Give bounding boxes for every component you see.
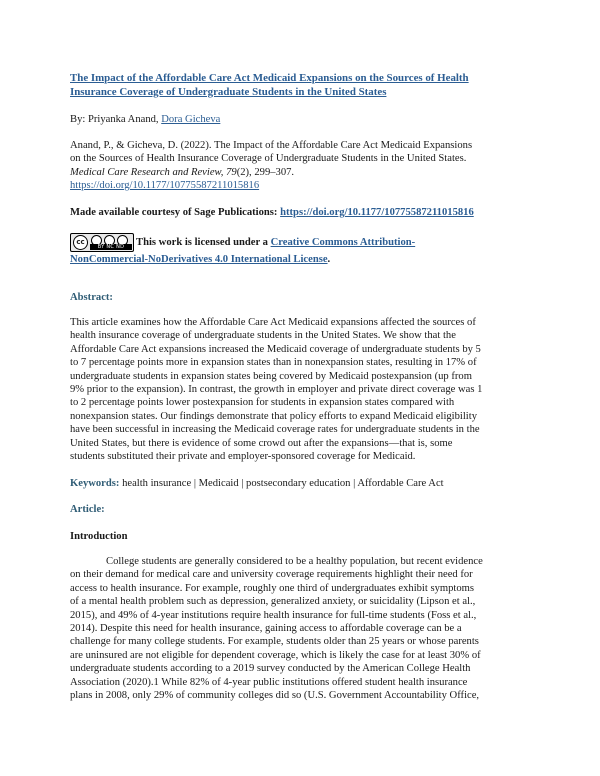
body-line — [70, 555, 530, 568]
body-line: plans in 2008, only 29% of community colleges did so (U.S. Government Accountability Office, — [70, 690, 480, 702]
abstract-line: to 2 percentage points lower postexpansion for students in expansion states compared with — [70, 397, 455, 409]
abstract-line: have been successful in increasing the Medicaid coverage rates for undergraduate students in the — [70, 424, 480, 436]
badge-strip: BY NC ND — [90, 244, 132, 250]
title-line-2[interactable]: Insurance Coverage of Undergraduate Students in the United States — [70, 86, 387, 98]
keywords — [70, 477, 530, 490]
abstract-line: 9% prior to the expansion). In contrast, the growth in employer and private direct coverage was 1 — [70, 384, 483, 396]
license-text: This work is licensed under a — [136, 236, 271, 248]
author-link[interactable]: Dora Gicheva — [161, 114, 221, 125]
body-line: access to health insurance. For example, roughly one third of undergraduates exhibit symptoms — [70, 582, 475, 594]
license-block — [70, 233, 530, 266]
citation-pages: (2), 299–307. — [236, 166, 295, 178]
byline-prefix: By: Priyanka Anand, — [70, 114, 162, 125]
body-line: of a mental health problem such as depression, generalized anxiety, or suicidality (Lipson et al., — [70, 596, 476, 608]
abstract-line: nonexpansion states. Our findings demonstrate that policy efforts to expand Medicaid eligibility — [70, 410, 477, 422]
abstract-line: undergraduate students in expansion states being covered by Medicaid postexpansion (up from — [70, 370, 472, 382]
citation-journal: Medical Care Research and Review, 79 — [70, 166, 237, 178]
body-line: challenge for many college students. For example, students older than 25 years or whose parents — [70, 636, 479, 648]
keywords-text: health insurance | Medicaid | postsecondary education | Affordable Care Act — [119, 478, 444, 489]
citation-line-2: on the Sources of Health Insurance Coverage of Undergraduate Students in the United States. — [70, 153, 467, 165]
courtesy-label: Made available courtesy of Sage Publications: — [70, 207, 281, 218]
body-line: Association (2020).1 While 82% of 4-year public institutions offered student health insurance — [70, 676, 468, 688]
abstract-line: This article examines how the Affordable Care Act Medicaid expansions affected the sources of — [70, 317, 476, 328]
body-line-text: College students are generally considered to be a healthy population, but recent evidence — [106, 556, 483, 567]
body-line: 2015), and 49% of 4-year institutions require health insurance for full-time students (Foss et al., — [70, 609, 477, 621]
title-line-1[interactable]: The Impact of the Affordable Care Act Medicaid Expansions on the Sources of Health — [70, 72, 469, 84]
abstract-line: to 7 percentage points more in expansion states than in nonexpansion states, resulting in 17% of — [70, 357, 477, 369]
citation — [70, 139, 530, 193]
cc-license-badge-icon[interactable] — [70, 233, 134, 252]
license-link-part-1[interactable]: Creative Commons Attribution- — [270, 236, 416, 248]
body-line: on their demand for medical care and university coverage requirements highlight their need for — [70, 569, 473, 581]
citation-doi-link[interactable]: https://doi.org/10.1177/10775587211015816 — [70, 180, 260, 192]
section-heading-introduction: Introduction — [70, 531, 128, 542]
abstract-line: United States, but there is evidence of some crowd out after the expansions—that is, some — [70, 437, 453, 449]
courtesy-statement — [70, 206, 530, 219]
citation-line-1: Anand, P., & Gicheva, D. (2022). The Impact of the Affordable Care Act Medicaid Expansions — [70, 140, 473, 151]
courtesy-doi-link[interactable]: https://doi.org/10.1177/10775587211015816 — [280, 207, 474, 218]
article-heading: Article: — [70, 504, 105, 515]
introduction-body — [70, 555, 530, 702]
abstract-body — [70, 316, 530, 463]
abstract-heading: Abstract: — [70, 292, 113, 303]
license-link-part-2[interactable]: NonCommercial-NoDerivatives 4.0 International License — [70, 254, 328, 265]
abstract-line: students substituted their private and employer-sponsored coverage for Medicaid. — [70, 451, 416, 463]
abstract-line: health insurance coverage of undergraduate students in the United States. We show that the — [70, 330, 456, 342]
keywords-label: Keywords: — [70, 478, 120, 489]
body-line: are uninsured are not eligible for dependent coverage, which is likely the case for at least 30% of — [70, 649, 481, 661]
abstract-line: Affordable Care Act expansions increased the Medicaid coverage of undergraduate students by 5 — [70, 343, 481, 355]
cc-logo-icon: cc — [73, 235, 88, 250]
body-line: 2014). Despite this need for health insurance, gaining access to affordable coverage can be a — [70, 623, 462, 635]
license-end: . — [327, 254, 331, 265]
body-line: undergraduate students according to a 2019 survey conducted by the American College Health — [70, 663, 471, 675]
article-title[interactable] — [70, 71, 530, 99]
byline — [70, 113, 530, 126]
